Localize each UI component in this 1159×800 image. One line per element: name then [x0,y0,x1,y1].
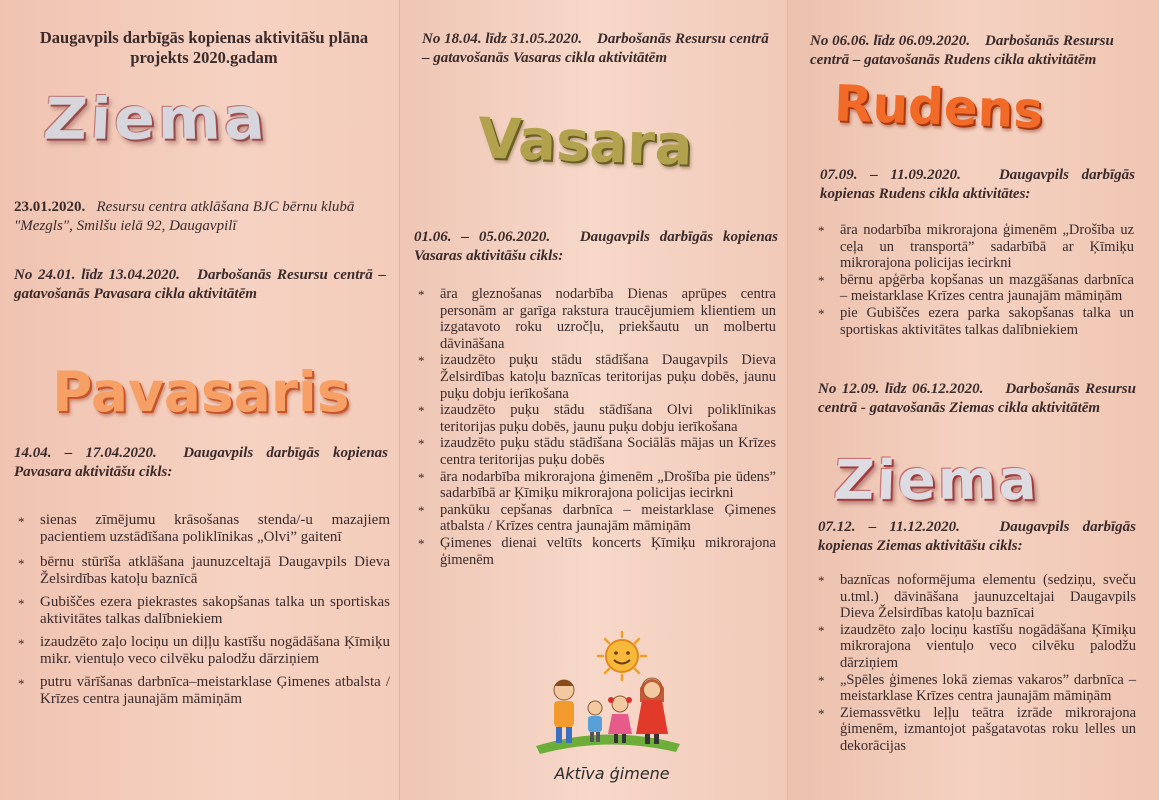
period-spring-prep [14,266,386,304]
period-winter-prep-date: No 12.09. līdz 06.12.2020. [818,381,984,397]
summer-title: Vasara [476,106,694,179]
period-winter-prep-text: Darbošanās Resursu centrā - gatavošanās Ziemas cikla aktivitātēm [818,381,1136,416]
list-item: * sienas zīmējumu krāsošanas stenda/-u mazajiem pacientiem uzstādīšana poliklīnikas „Olvi” gaitenī [14,512,390,546]
list-item: * bērnu apģērba kopšanas un mazgāšanas darbnīca – meistarklase Krīzes centra jaunajām māmiņām [814,272,1134,305]
father-figure [554,680,574,743]
autumn-title: Rudens [833,74,1045,140]
left-panel [0,0,400,800]
list-item: * pankūku cepšanas darbnīca – meistarklase Ģimenes atbalsta / Krīzes centra jaunajām māmiņām [414,502,776,535]
period-spring-prep-date: No 24.01. līdz 13.04.2020. [14,267,180,283]
summer-activities-list [414,286,776,568]
spring-activities-list [14,512,390,708]
winter-title-2: Ziema [831,449,1041,514]
period-autumn-prep-date: No 06.06. līdz 06.09.2020. [810,33,971,49]
autumn-cycle-heading [820,166,1135,204]
summer-cycle-date: 01.06. – 05.06.2020. [414,229,551,245]
list-item: * izaudzēto puķu stādu stādīšana Sociālās mājas un Krīzes centra teritorijas puķu dobēs [414,435,776,468]
spring-cycle-heading [14,444,388,482]
logo-caption: Aktīva ģimene [554,764,670,783]
document-header: Daugavpils darbīgās kopienas aktivitāšu plāna projekts 2020.gadam [39,28,369,67]
winter-activities-list [814,572,1136,755]
event-opening-text: Resursu centra atklāšana BJC bērnu klubā "Mezgls", Smilšu ielā 92, Daugavpilī [14,199,355,234]
list-item: * pie Gubiščes ezera parka sakopšanas talka un sportiskas aktivitātes talkas dalībniekiem [814,305,1134,338]
period-winter-prep [818,380,1136,418]
period-summer-prep [422,30,778,68]
list-item: * āra nodarbība mikrorajona ģimenēm „Drošība pie ūdens” sadarbībā ar Ķīmiķu mikrorajona policijas iecirkni [414,469,776,502]
event-opening-date: 23.01.2020. [14,199,86,215]
spring-title: Pavasaris [52,360,350,424]
list-item: * Ziemassvētku leļļu teātra izrāde mikrorajona ģimenēm, izmantojot pašgatavotas roku lelles un dekorācijas [814,705,1136,755]
list-item: * Gubiščes ezera piekrastes sakopšanas talka un sportiskas aktivitātes talkas dalībniekiem [14,594,390,628]
list-item: * izaudzēto puķu stādu stādīšana Olvi poliklīnikas teritorijas puķu dobēs, jaunu puķu dobju ierīkošana [414,402,776,435]
right-panel [788,0,1159,800]
list-item: * izaudzēto zaļo lociņu un diļļu kastīšu nogādāšana Ķīmiķu mikr. vientuļo veco cilvēku palodžu dārziņiem [14,634,390,668]
mother-figure [636,678,668,744]
period-autumn-prep [810,32,1155,70]
winter-cycle-text: Daugavpils darbīgās kopienas Ziemas aktivitāšu cikls: [818,519,1136,554]
list-item: * izaudzēto zaļo lociņu kastīšu nogādāšana Ķīmiķu mikrorajona vientuļo veco cilvēku palodžu dārziņiem [814,622,1136,672]
list-item: * Ģimenes dienai veltīts koncerts Ķīmiķu mikrorajona ģimenēm [414,535,776,568]
winter-cycle-heading [818,518,1136,556]
period-summer-prep-text: Darbošanās Resursu centrā – gatavošanās Vasaras cikla aktivitātēm [422,31,769,66]
list-item: * „Spēles ģimenes lokā ziemas vakaros” darbnīca – meistarklase Krīzes centra jaunajām māmiņām [814,672,1136,705]
list-item: * āra gleznošanas nodarbība Dienas aprūpes centra personām ar garīga rakstura traucējumiem klientiem un izgatavoto roku uzročļu, priekšautu un molbertu dāvināšana [414,286,776,352]
list-item: * āra nodarbība mikrorajona ģimenēm „Drošība uz ceļa un transportā” sadarbībā ar Ķīmiķu mikrorajona policijas iecirkni [814,222,1134,272]
autumn-cycle-date: 07.09. – 11.09.2020. [820,167,961,183]
spring-cycle-text: Daugavpils darbīgās kopienas Pavasara aktivitāšu cikls: [14,445,389,480]
autumn-activities-list [814,222,1134,338]
list-item: * bērnu stūrīša atklāšana jaunuzceltajā Daugavpils Dieva Želsirdības katoļu baznīcā [14,554,390,588]
summer-cycle-text: Daugavpils darbīgās kopienas Vasaras aktivitāšu cikls: [414,229,779,264]
autumn-cycle-text: Daugavpils darbīgās kopienas Rudens cikla aktivitātes: [820,167,1135,202]
list-item: * putru vārīšanas darbnīca–meistarklase Ģimenes atbalsta / Krīzes centra jaunajām māmiņām [14,674,390,708]
event-opening [14,198,389,236]
period-autumn-prep-text: Darbošanās Resursu centrā – gatavošanās Rudens cikla aktivitātēm [810,33,1114,68]
period-spring-prep-text: Darbošanās Resursu centrā – gatavošanās Pavasara cikla aktivitātēm [14,267,386,302]
winter-title: Ziema [40,86,271,154]
period-summer-prep-date: No 18.04. līdz 31.05.2020. [422,31,583,47]
winter-cycle-date: 07.12. – 11.12.2020. [818,519,960,535]
spring-cycle-date: 14.04. – 17.04.2020. [14,445,157,461]
summer-cycle-heading [414,228,778,266]
sun-icon [598,632,646,680]
list-item: * baznīcas noformējuma elementu (sedziņu, sveču u.tml.) dāvināšana jaunuzceltajai Daugavpils Dieva Želsirdības katoļu baznīcai [814,572,1136,622]
list-item: * izaudzēto puķu stādu stādīšana Daugavpils Dieva Želsirdības katoļu baznīcas teritorijas puķu dobēs, jaunu puķu dobju ierīkošana [414,352,776,402]
